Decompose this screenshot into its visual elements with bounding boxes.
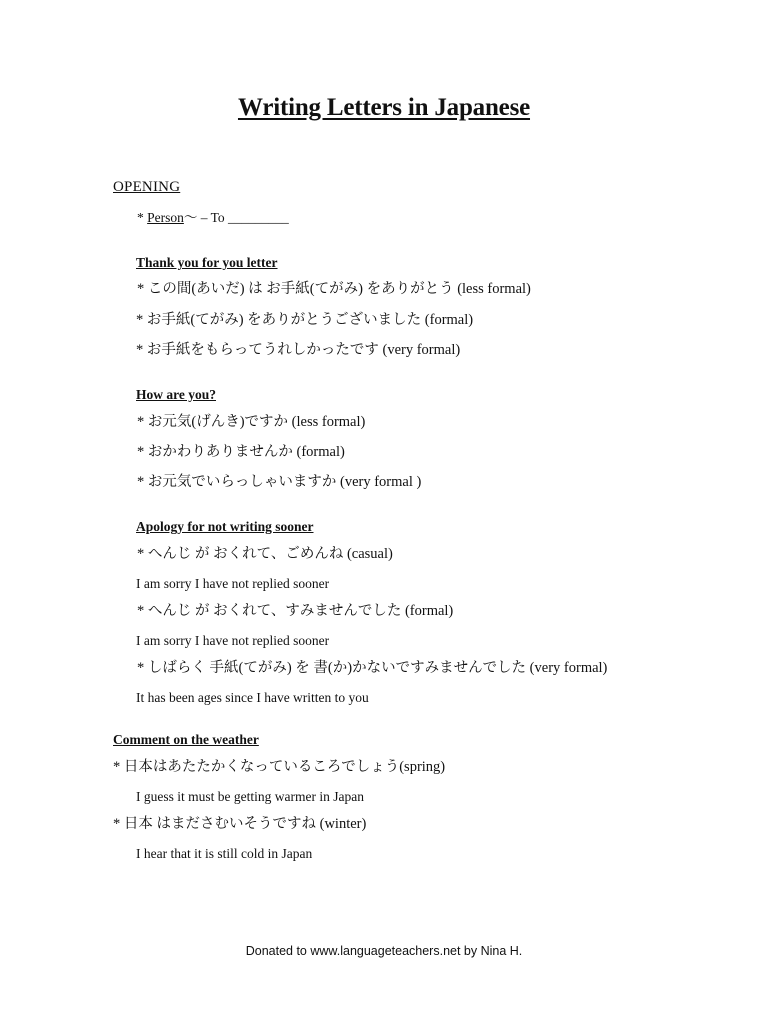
weather-item: * 日本はあたたかくなっているころでしょう(spring) (113, 759, 446, 775)
opening-heading: OPENING (113, 179, 181, 195)
weather-translation: I guess it must be getting warmer in Japan (136, 789, 364, 804)
opening-line (137, 209, 289, 227)
thank-you-item: * この間(あいだ) は お手紙(てがみ) をありがとう (less formal) (137, 281, 531, 297)
how-are-you-heading: How are you? (136, 387, 216, 402)
how-are-you-item: * おかわりありませんか (formal) (137, 444, 345, 460)
apology-item: * へんじ が おくれて、ごめんね (casual) (137, 546, 393, 562)
thank-you-heading: Thank you for you letter (136, 255, 278, 270)
weather-translation: I hear that it is still cold in Japan (136, 846, 313, 861)
opening-person: Person (147, 210, 184, 225)
weather-item: * 日本 はまださむいそうですね (winter) (113, 816, 367, 832)
apology-item: * へんじ が おくれて、すみませんでした (formal) (137, 603, 454, 619)
weather-heading: Comment on the weather (113, 732, 259, 747)
footer-credit: Donated to www.languageteachers.net by Nina H. (245, 944, 523, 958)
thank-you-item: * お手紙をもらってうれしかったです (very formal) (136, 342, 461, 358)
apology-translation: I am sorry I have not replied sooner (136, 576, 330, 591)
page-title: Writing Letters in Japanese (237, 94, 531, 121)
apology-heading: Apology for not writing sooner (136, 519, 314, 534)
apology-translation: I am sorry I have not replied sooner (136, 633, 330, 648)
how-are-you-item: * お元気(げんき)ですか (less formal) (137, 414, 366, 430)
opening-star: * (137, 210, 148, 225)
opening-rest: ～ – To _________ (183, 210, 289, 225)
how-are-you-item: * お元気でいらっしゃいますか (very formal ) (137, 474, 422, 490)
apology-item: * しばらく 手紙(てがみ) を 書(か)かないですみませんでした (very formal) (137, 660, 608, 676)
apology-translation: It has been ages since I have written to you (136, 690, 369, 705)
thank-you-item: * お手紙(てがみ) をありがとうございました (formal) (136, 312, 474, 328)
